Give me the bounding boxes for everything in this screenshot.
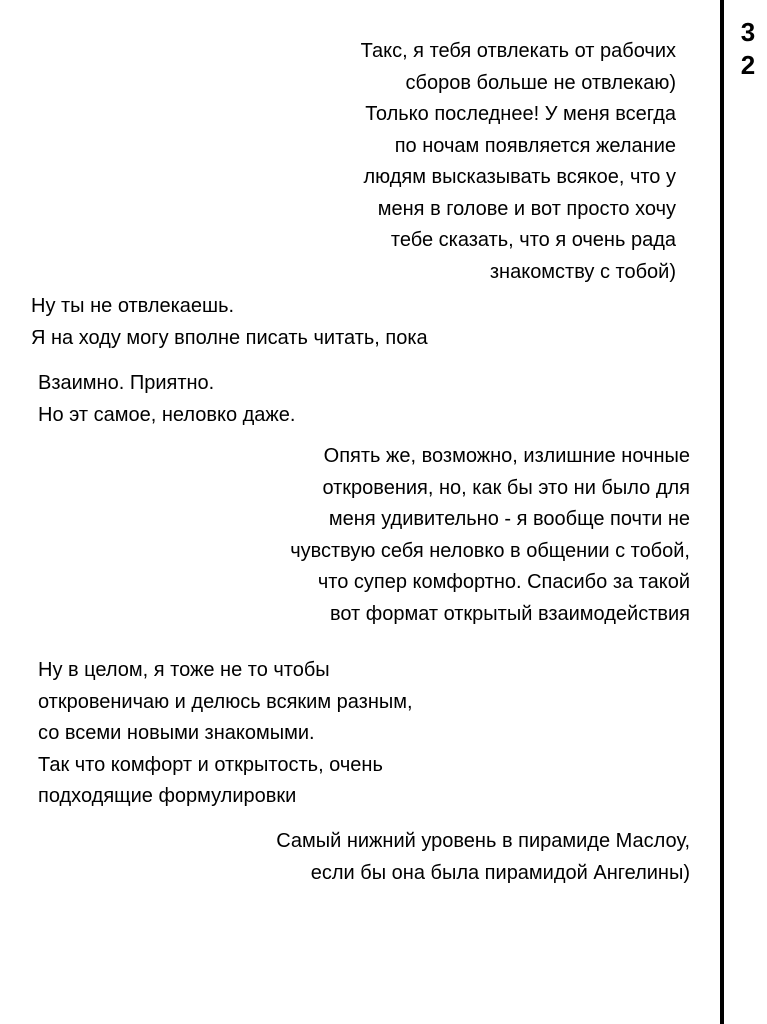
message-line: вот формат открытый взаимодействия	[329, 602, 690, 625]
message-line: меня в голове и вот просто хочу	[377, 197, 676, 220]
message-block	[38, 368, 296, 431]
message-line: откровеничаю и делюсь всяким разным,	[38, 690, 413, 713]
message-block	[31, 291, 428, 354]
message-line: меня удивительно - я вообще почти не	[328, 508, 690, 530]
message-line: Я на ходу могу вполне писать читать, пока	[31, 326, 428, 349]
message-line: Так что комфорт и открытость, очень	[38, 753, 383, 776]
message-line: Такс, я тебя отвлекать от рабочих	[360, 40, 676, 62]
message-line: чувствую себя неловко в общении с тобой,	[290, 539, 690, 562]
message-line: сборов больше не отвлекаю)	[405, 71, 676, 94]
page-margin-divider	[720, 0, 724, 1024]
message-line: Самый нижний уровень в пирамиде Маслоу,	[276, 830, 690, 852]
message-line: людям высказывать всякое, что у	[363, 166, 676, 188]
message-block	[290, 441, 690, 630]
message-block	[361, 36, 676, 288]
page-number-digit: 3	[740, 17, 756, 47]
page-number-digit: 2	[740, 50, 756, 80]
message-line: подходящие формулировки	[38, 785, 297, 807]
message-line: откровения, но, как бы это ни было для	[322, 476, 690, 499]
message-line: Ну ты не отвлекаешь.	[31, 295, 235, 317]
message-line: со всеми новыми знакомыми.	[38, 722, 315, 744]
message-line: знакомству с тобой)	[489, 260, 676, 283]
message-line: по ночам появляется желание	[394, 134, 676, 157]
message-line: Опять же, возможно, излишние ночные	[323, 445, 690, 467]
message-block	[276, 826, 690, 889]
message-line: если бы она была пирамидой Ангелины)	[310, 861, 690, 884]
message-line: Взаимно. Приятно.	[38, 372, 215, 394]
message-line: что супер комфортно. Спасибо за такой	[317, 571, 690, 593]
message-line: Ну в целом, я тоже не то чтобы	[38, 659, 330, 681]
message-line: Только последнее! У меня всегда	[365, 103, 676, 125]
message-block	[38, 655, 413, 813]
page-number	[733, 16, 763, 82]
message-line: тебе сказать, что я очень рада	[390, 229, 676, 251]
message-line: Но эт самое, неловко даже.	[38, 403, 296, 426]
